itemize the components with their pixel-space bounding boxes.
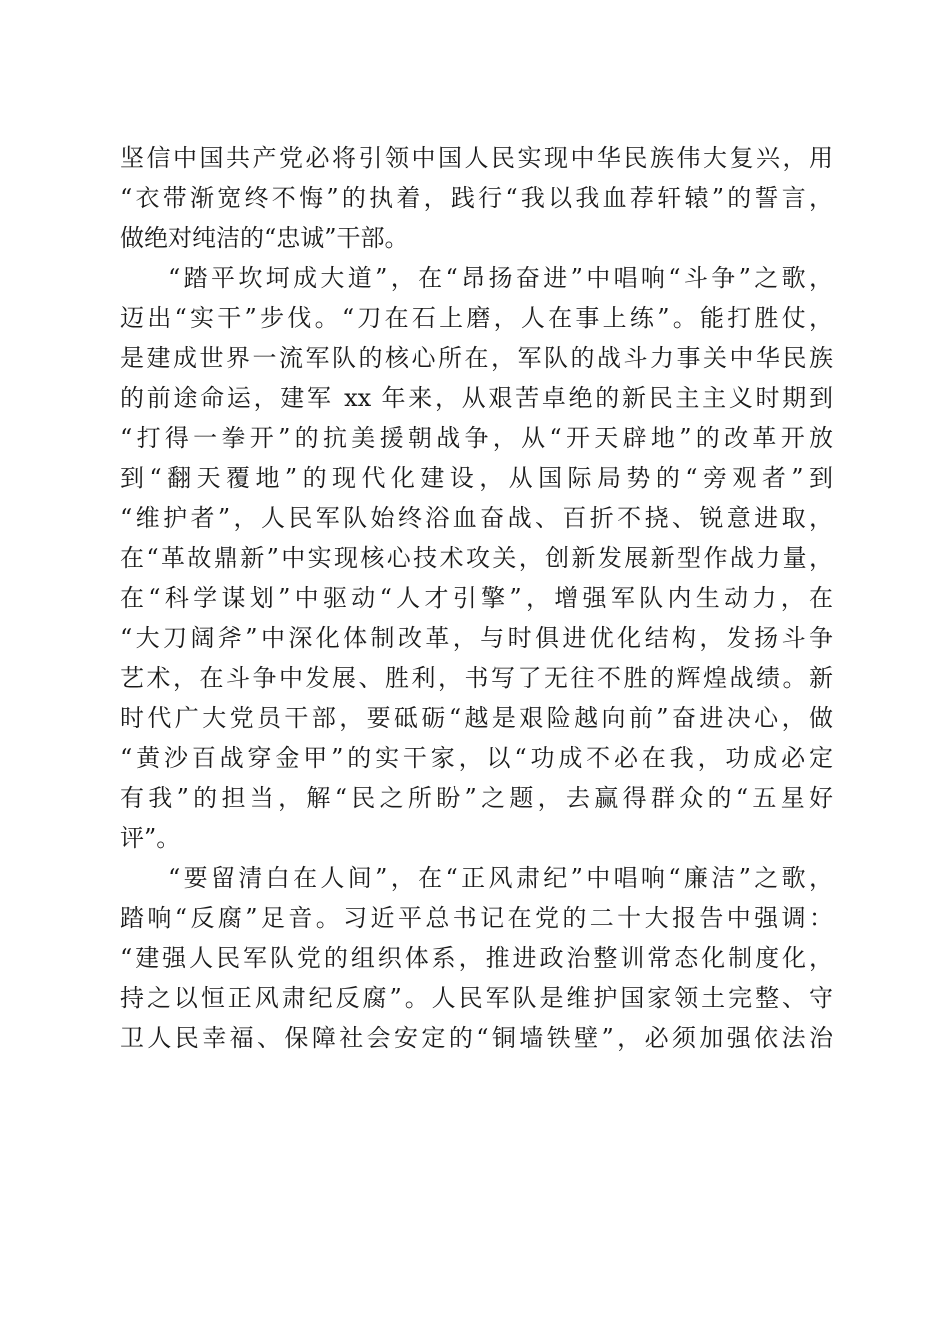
paragraph-1-line-2: “衣带渐宽终不悔”的执着，践行“我以我血荐轩辕”的誓言，	[120, 184, 833, 212]
paragraph-2-line-14: 有我”的担当，解“民之所盼”之题，去赢得群众的“五星好	[120, 784, 833, 812]
paragraph-1-line-3: 做绝对纯洁的“忠诚”干部。	[120, 224, 409, 252]
paragraph-2-line-2: 迈出“实干”步伐。“刀在石上磨，人在事上练”。能打胜仗，	[120, 304, 833, 332]
paragraph-2-line-7: “维护者”，人民军队始终浴血奋战、百折不挠、锐意进取，	[120, 504, 833, 532]
paragraph-2-line-12: 时代广大党员干部，要砥砺“越是艰险越向前”奋进决心，做	[120, 704, 833, 732]
paragraph-3-line-4: 持之以恒正风肃纪反腐”。人民军队是维护国家领土完整、守	[120, 984, 833, 1012]
body-text	[120, 138, 833, 1058]
paragraph-3-line-2: 踏响“反腐”足音。习近平总书记在党的二十大报告中强调：	[120, 904, 833, 932]
paragraph-2-line-6: 到“翻天覆地”的现代化建设，从国际局势的“旁观者”到	[120, 464, 833, 492]
paragraph-3-line-5: 卫人民幸福、保障社会安定的“铜墙铁壁”，必须加强依法治	[120, 1024, 833, 1052]
paragraph-2-line-13: “黄沙百战穿金甲”的实干家，以“功成不必在我，功成必定	[120, 744, 833, 772]
paragraph-3-line-3: “建强人民军队党的组织体系，推进政治整训常态化制度化，	[120, 944, 833, 972]
paragraph-2-line-10: “大刀阔斧”中深化体制改革，与时俱进优化结构，发扬斗争	[120, 624, 833, 652]
paragraph-2-line-15: 评”。	[120, 824, 181, 852]
paragraph-3-line-1: “要留清白在人间”，在“正风肃纪”中唱响“廉洁”之歌，	[168, 864, 833, 892]
paragraph-2-line-11: 艺术，在斗争中发展、胜利，书写了无往不胜的辉煌战绩。新	[120, 664, 833, 692]
paragraph-2-line-5: “打得一拳开”的抗美援朝战争，从“开天辟地”的改革开放	[120, 424, 833, 452]
paragraph-2-line-3: 是建成世界一流军队的核心所在，军队的战斗力事关中华民族	[120, 344, 833, 372]
paragraph-2-line-8: 在“革故鼎新”中实现核心技术攻关，创新发展新型作战力量，	[120, 544, 833, 572]
paragraph-2-line-4: 的前途命运，建军 xx 年来，从艰苦卓绝的新民主主义时期到	[120, 384, 833, 412]
paragraph-2-line-9: 在“科学谋划”中驱动“人才引擎”，增强军队内生动力，在	[120, 584, 833, 612]
paragraph-1-line-1: 坚信中国共产党必将引领中国人民实现中华民族伟大复兴，用	[120, 144, 833, 172]
paragraph-2-line-1: “踏平坎坷成大道”，在“昂扬奋进”中唱响“斗争”之歌，	[168, 264, 833, 292]
